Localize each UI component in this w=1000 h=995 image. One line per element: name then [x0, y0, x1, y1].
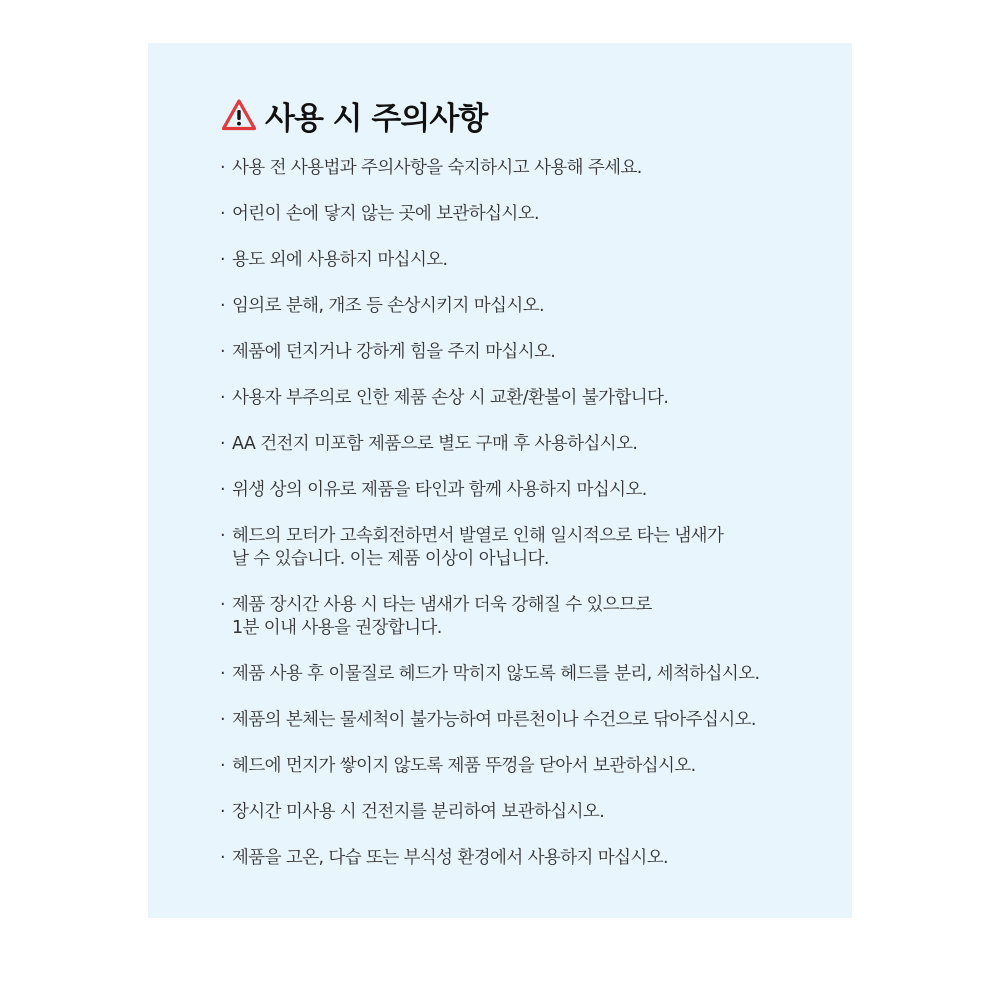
caution-item-line: 제품의 본체는 물세척이 불가능하여 마른천이나 수건으로 닦아주십시오.	[232, 710, 756, 730]
bullet-mark: ·	[220, 526, 225, 546]
caution-item	[220, 801, 840, 824]
bullet-mark: ·	[220, 480, 225, 500]
caution-item-text	[232, 525, 723, 571]
bullet-mark: ·	[220, 388, 225, 408]
bullet-mark: ·	[220, 710, 225, 730]
bullet-mark: ·	[220, 802, 225, 822]
caution-item-text	[232, 433, 637, 456]
caution-list	[220, 157, 840, 893]
caution-item-line: 날 수 있습니다. 이는 제품 이상이 아닙니다.	[232, 549, 549, 569]
caution-item-line: 용도 외에 사용하지 마십시오.	[232, 250, 448, 270]
caution-item-line: 임의로 분해, 개조 등 손상시키지 마십시오.	[232, 296, 544, 316]
bullet-mark: ·	[220, 595, 225, 615]
caution-item-text	[232, 295, 544, 318]
bullet-mark: ·	[220, 342, 225, 362]
caution-item-line: 장시간 미사용 시 건전지를 분리하여 보관하십시오.	[232, 802, 605, 822]
caution-item-text	[232, 479, 647, 502]
caution-item-line: 헤드에 먼지가 쌓이지 않도록 제품 뚜껑을 닫아서 보관하십시오.	[232, 756, 696, 776]
caution-item-line: 제품 장시간 사용 시 타는 냄새가 더욱 강해질 수 있으므로	[232, 595, 652, 615]
page-title: 사용 시 주의사항	[265, 100, 488, 137]
caution-item-text	[232, 663, 759, 686]
bullet-mark: ·	[220, 848, 225, 868]
caution-item-line: AA 건전지 미포함 제품으로 별도 구매 후 사용하십시오.	[232, 434, 638, 454]
caution-item	[220, 203, 840, 226]
caution-item	[220, 387, 840, 410]
bullet-mark: ·	[220, 250, 225, 270]
caution-item-text	[232, 387, 668, 410]
caution-item-text	[232, 249, 448, 272]
caution-item-text	[232, 594, 652, 640]
caution-item-text	[232, 157, 642, 180]
caution-item-text	[232, 801, 604, 824]
caution-item-text	[232, 847, 668, 870]
bullet-mark: ·	[220, 434, 225, 454]
caution-item	[220, 157, 840, 180]
caution-panel	[148, 43, 852, 918]
caution-item-line: 사용자 부주의로 인한 제품 손상 시 교환/환불이 불가합니다.	[232, 388, 669, 408]
caution-item-line: 제품에 던지거나 강하게 힘을 주지 마십시오.	[232, 342, 556, 362]
caution-item-text	[232, 203, 539, 226]
caution-item-line: 사용 전 사용법과 주의사항을 숙지하시고 사용해 주세요.	[232, 158, 642, 178]
caution-item-line: 어린이 손에 닿지 않는 곳에 보관하십시오.	[232, 204, 539, 224]
caution-item	[220, 341, 840, 364]
caution-item-text	[232, 341, 555, 364]
caution-item	[220, 525, 840, 571]
caution-item	[220, 709, 840, 732]
caution-item-line: 1분 이내 사용을 권장합니다.	[232, 618, 442, 638]
caution-item-line: 위생 상의 이유로 제품을 타인과 함께 사용하지 마십시오.	[232, 480, 647, 500]
caution-item	[220, 249, 840, 272]
caution-item	[220, 755, 840, 778]
bullet-mark: ·	[220, 204, 225, 224]
caution-item	[220, 433, 840, 456]
caution-item-text	[232, 755, 696, 778]
caution-item-text	[232, 709, 756, 732]
caution-item	[220, 663, 840, 686]
caution-item	[220, 295, 840, 318]
caution-item-line: 헤드의 모터가 고속회전하면서 발열로 인해 일시적으로 타는 냄새가	[232, 526, 724, 546]
caution-item-line: 제품을 고온, 다습 또는 부식성 환경에서 사용하지 마십시오.	[232, 848, 668, 868]
caution-item	[220, 594, 840, 640]
bullet-mark: ·	[220, 664, 225, 684]
caution-heading	[221, 93, 487, 137]
bullet-mark: ·	[220, 296, 225, 316]
caution-item-line: 제품 사용 후 이물질로 헤드가 막히지 않도록 헤드를 분리, 세척하십시오.	[232, 664, 760, 684]
warning-triangle-icon	[221, 98, 257, 132]
caution-item	[220, 847, 840, 870]
bullet-mark: ·	[220, 756, 225, 776]
bullet-mark: ·	[220, 158, 225, 178]
caution-item	[220, 479, 840, 502]
